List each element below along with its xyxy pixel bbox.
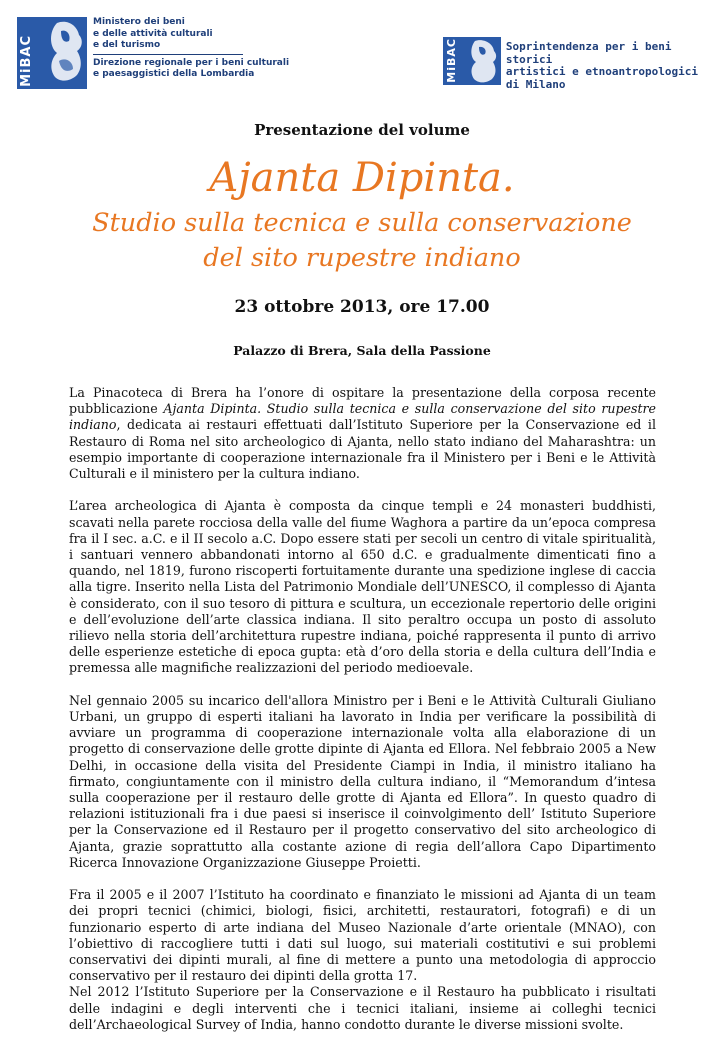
soprintendenza-line-3: di Milano <box>505 77 566 91</box>
mibac-lombardia-text <box>93 17 289 81</box>
ministry-line-3: e del turismo <box>93 40 161 50</box>
paragraph-intro-start: La Pinacoteca di Brera ha l’onore di ospitare la presentazione della corposa recente pubblicazione <box>69 385 656 417</box>
mibac-lombardia-logo <box>17 17 289 89</box>
paragraph-cooperation: Nel gennaio 2005 su incarico dell'allora Ministro per i Beni e le Attività Culturali Giuliano Urbani, un gruppo di esperti italiani ha lavorato in India per verificare la possibilità di avviare un programma di cooperazione internazionale volta alla elaborazione di un progetto di conservazione delle grotte dipinte di Ajanta ed Ellora. Nel febbraio 2005 a New Delhi, in occasione della visita del Presidente Ciampi in India, il ministro italiano ha firmato, congiuntamente con il ministro della cultura indiano, il “Memorandum d’intesa sulla cooperazione per il restauro delle grotte di Ajanta ed Ellora”. In questo quadro di relazioni istituzionali fra i due paesi si inserisce il coinvolgimento dell’ Istituto Superiore per la Conservazione ed il Restauro per il progetto conservativo del sito archeologico di Ajanta, grazie soprattutto alla costante azione di regia dell’allora Capo Dipartimento Ricerca Innovazione Organizzazione Giuseppe Proietti. <box>69 692 656 870</box>
statue-icon-small <box>461 37 501 85</box>
book-title-inline: Ajanta Dipinta. Studio sulla tecnica e sulla conservazione del sito rupestre indiano <box>69 401 656 433</box>
paragraph-intro-end: , dedicata ai restauri effettuati dall’Istituto Superiore per la Conservazione ed il Restauro di Roma nel sito archeologico di Ajanta, nello stato indiano del Maharashtra: un esempio importante di cooperazione internazionale fra il Ministero per i Beni e le Attività Culturali e il ministero per la cultura indiano. <box>69 417 656 482</box>
soprintendenza-text <box>506 41 724 91</box>
book-subtitle <box>0 206 724 276</box>
event-date: 23 ottobre 2013, ore 17.00 <box>234 297 490 317</box>
presentation-kicker: Presentazione del volume <box>254 121 470 139</box>
mibac-emblem-small <box>443 37 501 85</box>
ministry-line-1: Ministero dei beni <box>93 17 185 27</box>
paragraph-intro <box>69 385 656 482</box>
event-venue: Palazzo di Brera, Sala della Passione <box>233 343 491 358</box>
direzione-line-1: Direzione regionale per i beni culturali <box>93 57 290 68</box>
press-release-body <box>69 385 656 1049</box>
mibac-emblem <box>17 17 87 89</box>
mibac-mark-text-small: MiBAC <box>445 38 458 83</box>
logo-divider <box>93 54 243 55</box>
book-title: Ajanta Dipinta. <box>209 155 515 201</box>
mibac-mark-text: MiBAC <box>19 35 34 87</box>
statue-icon <box>37 17 87 89</box>
paragraph-ajanta-history: L’area archeologica di Ajanta è composta da cinque templi e 24 monasteri buddhisti, scavati nella parete rocciosa della valle del fiume Waghora a partire da un’epoca compresa fra il I sec. a.C. e il II secolo a.C. Dopo essere stati per secoli un centro di vitale spiritualità, i santuari vennero abbandonati intorno al 650 d.C. e gradualmente dimenticati fino a quando, nel 1819, furono riscoperti fortuitamente durante una spedizione inglese di caccia alla tigre. Inserito nella Lista del Patrimonio Mondiale dell’UNESCO, il complesso di Ajanta è considerato, con il suo tesoro di pittura e scultura, un eccezionale repertorio delle origini e dell’evoluzione dell’arte classica indiana. Il sito peraltro occupa un posto di assoluto rilievo nella storia dell’architettura rupestre indiana, poiché rappresenta il punto di arrivo delle esperienze estetiche di epoca gupta: età d’oro della storia e della cultura dell’India e premessa alle magnifiche realizzazioni del periodo medioevale. <box>69 498 656 676</box>
soprintendenza-milano-logo <box>443 37 724 91</box>
paragraph-missions: Fra il 2005 e il 2007 l’Istituto ha coordinato e finanziato le missioni ad Ajanta di un team dei propri tecnici (chimici, biologi, fisici, architetti, restauratori, fotografi) e di un funzionario esperto di arte indiana del Museo Nazionale d’arte orientale (MNAO), con l’obiettivo di raccogliere tutti i dati sul luogo, sui materiali costitutivi e sui problemi conservativi dei dipinti murali, al fine di mettere a punto una metodologia di approccio conservativo per il restauro dei dipinti della grotta 17. <box>69 887 656 984</box>
ministry-line-2: e delle attività culturali <box>93 28 213 39</box>
paragraph-publication: Nel 2012 l’Istituto Superiore per la Conservazione e il Restauro ha pubblicato i risultati delle indagini e degli interventi che i tecnici italiani, insieme ai colleghi tecnici dell’Archaeological Survey of India, hanno condotto durante le diverse missioni svolte. <box>69 984 656 1032</box>
book-subtitle-line-2: del sito rupestre indiano <box>203 243 521 273</box>
soprintendenza-line-2: artistici e etnoantropologici <box>505 65 698 78</box>
soprintendenza-line-1: Soprintendenza per i beni storici <box>505 40 672 66</box>
direzione-line-2: e paesaggistici della Lombardia <box>93 69 255 79</box>
book-subtitle-line-1: Studio sulla tecnica e sulla conservazione <box>92 208 632 238</box>
